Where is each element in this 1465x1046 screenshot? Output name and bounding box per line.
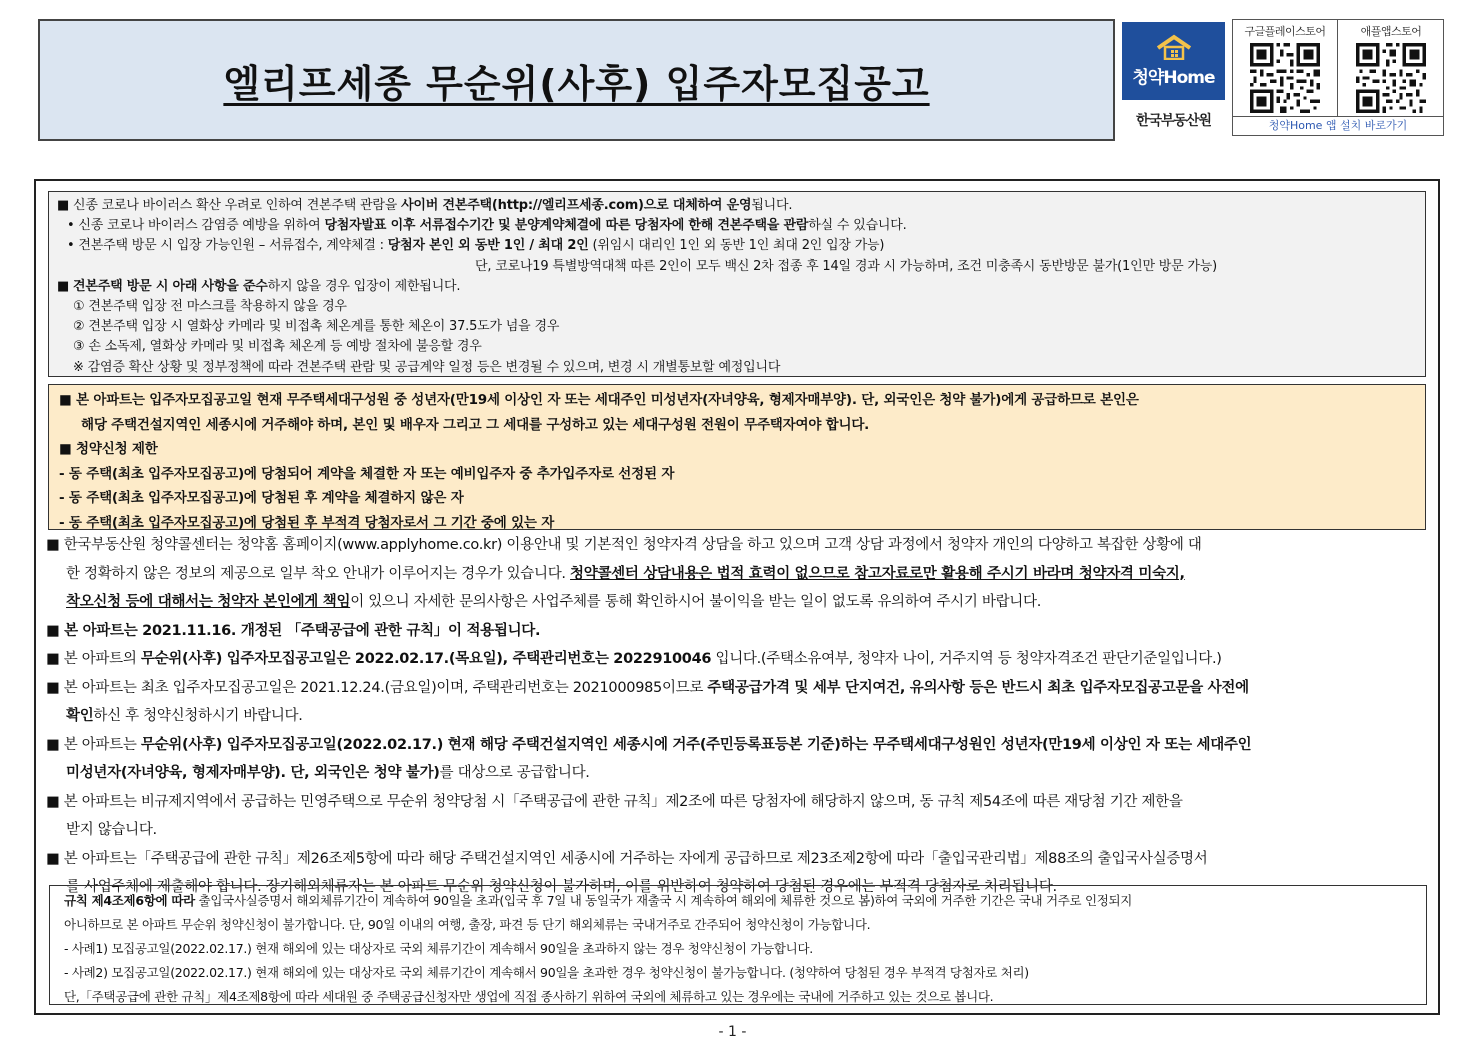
paragraph-line xyxy=(46,702,1432,731)
rule-text: 출입국사실증명서 해외체류기간이 계속하여 90일을 초과(입국 후 7일 내 동일국가 재출국 시 계속하여 해외에 체류한 것으로 봄)하여 국외에 거주한 기간은 국내 거주로 인정되지 xyxy=(194,893,1133,908)
house-icon xyxy=(1154,34,1194,60)
paragraph-notice-date xyxy=(46,645,1432,674)
eligibility-notice-box xyxy=(48,384,1426,530)
notice-content xyxy=(34,179,1440,1015)
rule-emphasis: 규칙 제4조제6항에 따라 xyxy=(64,893,195,908)
rule-line: 아니하므로 본 아파트 무순위 청약신청이 불가합니다. 단, 90일 이내의 여행, 출장, 파견 등 단기 해외체류는 국내거주로 간주되어 청약신청이 가능합니다. xyxy=(64,917,871,932)
page-title: 엘리프세종 무순위(사후) 입주자모집공고 xyxy=(223,61,930,106)
logo-badge xyxy=(1122,22,1225,100)
qr-code-icon[interactable] xyxy=(1356,43,1426,113)
google-play-label: 구글플레이스토어 xyxy=(1244,25,1326,38)
paragraph-text: ■ 본 아파트는 xyxy=(46,736,141,753)
rule-line xyxy=(64,889,1412,913)
notice-line xyxy=(57,236,1417,256)
notice-line: 단, 코로나19 특별방역대책 따른 2인이 모두 백신 2차 접종 후 14일 경과 시 가능하며, 조건 미충족시 동반방문 불가(1인만 방문 가능) xyxy=(475,258,1218,274)
notice-line: - 동 주택(최초 입주자모집공고)에 당첨되어 계약을 체결한 자 또는 예비입주자 중 추가입주자로 선정된 자 xyxy=(59,465,675,482)
paragraph-text: ■ 본 아파트는 최초 입주자모집공고일은 2021.12.24.(금요일)이며, 주택관리번호는 2021000985이므로 xyxy=(46,679,708,696)
paragraph-line xyxy=(46,560,1432,589)
notice-text: (위임시 대리인 1인 외 동반 1인 최대 2인 입장 가능) xyxy=(588,238,885,254)
paragraph-emphasis: 확인 xyxy=(66,708,94,724)
paragraph-emphasis: 착오신청 등에 대해서는 청약자 본인에게 책임 xyxy=(66,594,351,610)
paragraph-emphasis: 무순위(사후) 입주자모집공고일은 2022.02.17.(목요일), 주택관리번호는 2022910046 xyxy=(140,651,712,667)
notice-line: - 동 주택(최초 입주자모집공고)에 당첨된 후 부적격 당첨자로서 그 기간 중에 있는 자 xyxy=(59,514,555,531)
paragraph-text: 를 대상으로 공급합니다. xyxy=(439,765,590,781)
notice-text: 하지 않을 경우 입장이 제한됩니다. xyxy=(267,278,461,294)
paragraph-callcenter xyxy=(46,531,1432,617)
app-install-link[interactable]: 청약Home 앱 설치 바로가기 xyxy=(1233,116,1443,135)
google-play-qr[interactable] xyxy=(1233,20,1338,116)
logo-org-text: 한국부동산원 xyxy=(1135,113,1212,129)
app-store-label: 애플앱스토어 xyxy=(1360,25,1422,38)
paragraph-line xyxy=(46,674,1432,703)
paragraph-line xyxy=(46,588,1432,617)
notice-text: • 견본주택 방문 시 입장 가능인원 – 서류접수, 계약체결 : xyxy=(67,238,388,254)
paragraph-text: 입니다.(주택소유여부, 청약자 나이, 거주지역 등 청약자격조건 판단기준일입니다.) xyxy=(711,651,1222,667)
paragraph-rule-applied: ■ 본 아파트는 2021.11.16. 개정된 「주택공급에 관한 규칙」이 적용됩니다. xyxy=(46,622,541,639)
paragraph-line: ■ 본 아파트는「주택공급에 관한 규칙」제26조제5항에 따라 해당 주택건설지역인 세종시에 거주하는 자에게 공급하므로 제23조제2항에 따라「출입국관리법」제88조의 출입국사실증명서 xyxy=(46,850,1208,867)
paragraph-text: 하신 후 청약신청하시기 바랍니다. xyxy=(93,708,303,724)
paragraph-line: ■ 한국부동산원 청약콜센터는 청약홈 홈페이지(www.applyhome.co.kr) 이용안내 및 기본적인 청약자격 상담을 하고 있으며 고객 상담 과정에서 청약자 개인의 다양하고 복잡한 상황에 대 xyxy=(46,537,1202,553)
paragraph-text: 이 있으니 자세한 문의사항은 사업주체를 통해 확인하시어 불이익을 받는 일이 없도록 유의하여 주시기 바랍니다. xyxy=(350,594,1042,610)
notice-line: ■ 청약신청 제한 xyxy=(59,441,158,457)
app-store-qr[interactable] xyxy=(1339,20,1443,116)
notice-emphasis: 당첨자 본인 외 동반 1인 / 최대 2인 xyxy=(387,238,589,254)
notice-line: ■ 본 아파트는 입주자모집공고일 현재 무주택세대구성원 중 성년자(만19세 이상인 자 또는 세대주인 미성년자(자녀양육, 형제자매부양). 단, 외국인은 청약 불가)에게 공급하므로 본인은 xyxy=(59,392,1139,408)
paragraph-emphasis: 청약콜센터 상담내용은 법적 효력이 없으므로 참고자료로만 활용해 주시기 바라며 청약자격 미숙지, xyxy=(570,565,1185,582)
logo-brand-text: 청약Home xyxy=(1132,68,1215,88)
paragraph-emphasis: 무순위(사후) 입주자모집공고일(2022.02.17.) 현재 해당 주택건설지역인 세종시에 거주(주민등록표등본 기준)하는 무주택세대구성원인 성년자(만19세 이상인 자 또는 세대주인 xyxy=(140,736,1252,753)
notice-text: • 신종 코로나 바이러스 감염증 예방을 위하여 xyxy=(67,218,325,234)
notice-line xyxy=(57,196,1417,216)
paragraph-emphasis: 주택공급가격 및 세부 단지여건, 유의사항 등은 반드시 최초 입주자모집공고문을 사전에 xyxy=(707,679,1249,696)
paragraph-text: ■ 본 아파트의 xyxy=(46,651,141,667)
page-number: - 1 - xyxy=(718,1024,747,1040)
paragraph-non-regulated xyxy=(46,788,1432,845)
notice-line: ※ 감염증 확산 상황 및 정부정책에 따라 견본주택 관람 및 공급계약 일정 등은 변경될 수 있으며, 변경 시 개별통보할 예정입니다 xyxy=(73,359,781,375)
notice-line: ③ 손 소독제, 열화상 카메라 및 비접촉 체온계 등 예방 절차에 불응할 경우 xyxy=(73,339,482,355)
paragraph-text: 한 정확하지 않은 정보의 제공으로 일부 착오 안내가 이루어지는 경우가 있습니다. xyxy=(66,565,571,582)
applyhome-logo xyxy=(1122,22,1225,140)
notice-emphasis: 견본주택 방문 시 아래 사항을 준수 xyxy=(73,278,268,294)
rule-line: - 사례1) 모집공고일(2022.02.17.) 현재 해외에 있는 대상자로 국외 체류기간이 계속해서 90일을 초과하지 않는 경우 청약신청이 가능합니다. xyxy=(64,941,813,956)
paragraph-eligibility xyxy=(46,731,1432,788)
qr-code-icon[interactable] xyxy=(1250,43,1320,113)
notice-line: ② 견본주택 입장 시 열화상 카메라 및 비접촉 체온계를 통한 체온이 37.5도가 넘을 경우 xyxy=(73,319,560,335)
paragraph-line: ■ 본 아파트는 비규제지역에서 공급하는 민영주택으로 무순위 청약당첨 시「주택공급에 관한 규칙」제2조에 따른 당첨자에 해당하지 않으며, 동 규칙 제54조에 따른 재당첨 기간 제한을 xyxy=(46,793,1183,810)
title-banner xyxy=(38,19,1115,141)
notice-line: - 동 주택(최초 입주자모집공고)에 당첨된 후 계약을 체결하지 않은 자 xyxy=(59,490,464,506)
notice-text: 됩니다. xyxy=(751,198,793,213)
qr-code-panel xyxy=(1232,19,1444,136)
notice-text: 하실 수 있습니다. xyxy=(808,218,907,234)
covid-notice-box xyxy=(48,191,1426,377)
notice-emphasis: 사이버 견본주택(http://엘리프세종.com)으로 대체하여 운영 xyxy=(401,198,752,213)
rule-line: - 사례2) 모집공고일(2022.02.17.) 현재 해외에 있는 대상자로 국외 체류기간이 계속해서 90일을 초과한 경우 청약신청이 불가능합니다. (청약하여 당첨된 경우 부적격 당첨자로 처리) xyxy=(64,965,1029,980)
notice-line: 해당 주택건설지역인 세종시에 거주해야 하며, 본인 및 배우자 그리고 그 세대를 구성하고 있는 세대구성원 전원이 무주택자여야 합니다. xyxy=(81,416,870,433)
paragraph-line: 받지 않습니다. xyxy=(66,822,157,838)
notice-line xyxy=(57,216,1417,236)
paragraph-line xyxy=(46,731,1432,760)
paragraph-original-notice xyxy=(46,674,1432,731)
notice-line xyxy=(57,277,1417,297)
paragraph-emphasis: 미성년자(자녀양육, 형제자매부양). 단, 외국인은 청약 불가) xyxy=(66,765,440,781)
notice-line: ① 견본주택 입장 전 마스크를 착용하지 않을 경우 xyxy=(73,299,347,315)
notice-text: ■ 신종 코로나 바이러스 확산 우려로 인하여 견본주택 관람을 xyxy=(57,198,402,213)
notice-emphasis: 당첨자발표 이후 서류접수기간 및 분양계약체결에 따른 당첨자에 한해 견본주택을 관람 xyxy=(324,218,809,234)
notice-paragraphs xyxy=(46,531,1432,902)
paragraph-line: 를 사업주체에 제출해야 합니다. 장기해외체류자는 본 아파트 무순위 청약신청이 불가하며, 이를 위반하여 청약하여 당첨된 경우에는 부적격 당첨자로 처리됩니다. xyxy=(66,879,1057,895)
paragraph-line xyxy=(46,759,1432,788)
rule-line: 단,「주택공급에 관한 규칙」제4조제8항에 따라 세대원 중 주택공급신청자만 생업에 직접 종사하기 위하여 국외에 체류하고 있는 경우에는 국내에 거주하고 있는 것으로 봅니다. xyxy=(64,989,994,1004)
overseas-rule-box xyxy=(49,885,1427,1005)
notice-text: ■ xyxy=(57,278,74,294)
